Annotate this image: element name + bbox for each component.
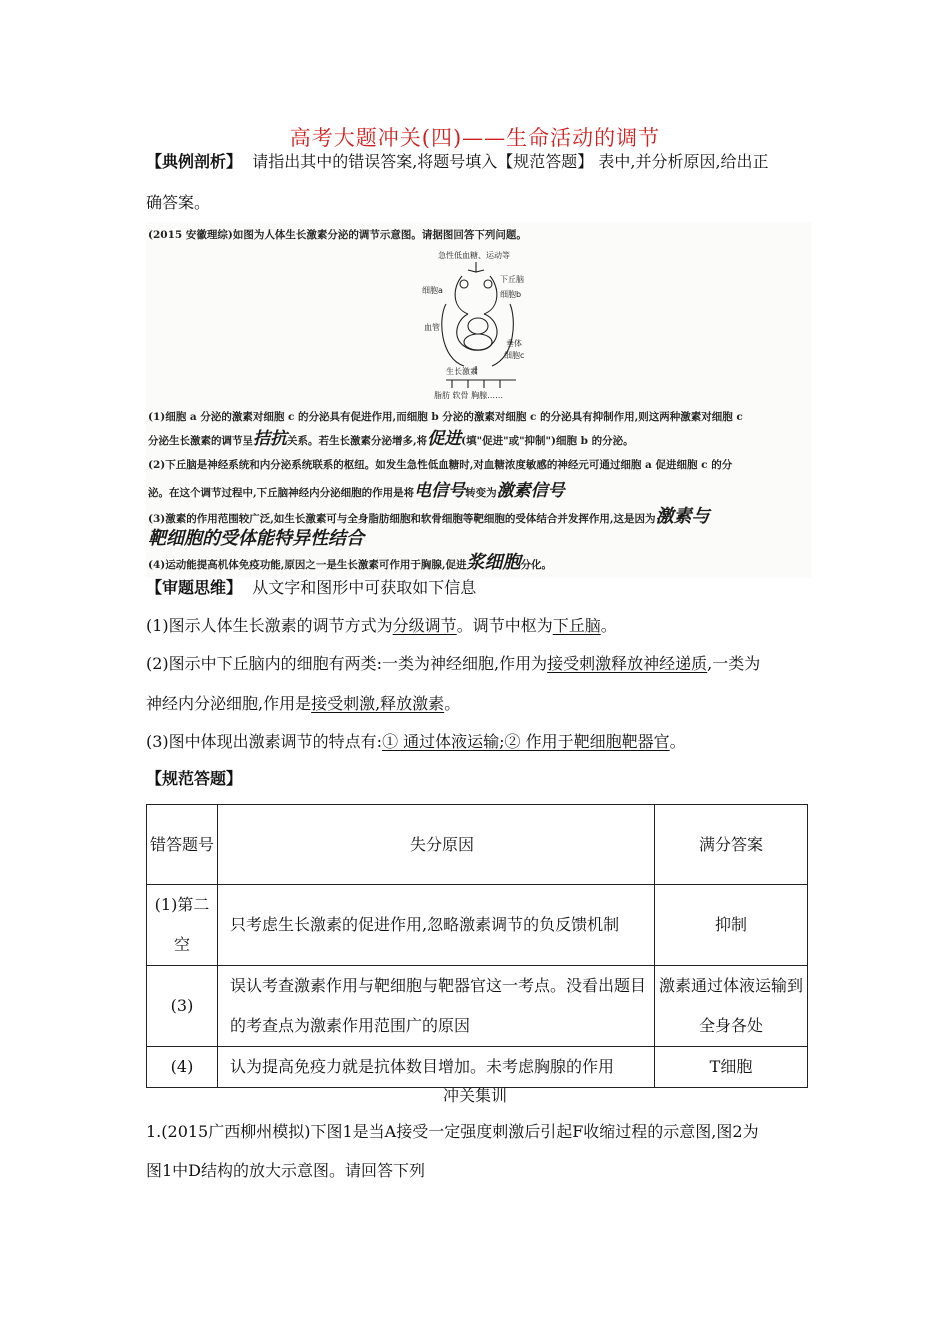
fig-top-label: 急性低血糖、运动等 [438, 251, 510, 260]
q2-line-b: 泌。在这个调节过程中,下丘脑神经内分泌细胞的作用是将电信号转变为激素信号 [148, 481, 565, 501]
fig-cell-c: 细胞c [504, 351, 525, 360]
scanned-question [146, 222, 812, 578]
table-row [147, 1047, 808, 1088]
question-1-line-1: 1.(2015广西柳州模拟)下图1是当A接受一定强度刺激后引起F收缩过程的示意图,图2为 [146, 1122, 759, 1141]
row-reason: 误认考查激素作用与靶细胞与靶器官这一考点。没看出题目的考查点为激素作用范围广的原因 [218, 966, 655, 1047]
row-num: (1)第二空 [147, 885, 218, 966]
hw-answer-hormone-signal: 激素信号 [496, 481, 565, 501]
fig-hypothalamus: 下丘脑 [500, 275, 524, 284]
q4-line: (4)运动能提高机体免疫功能,原因之一是生长激素可作用于胸腺,促进浆细胞分化。 [148, 552, 553, 573]
analysis-heading: 【审题思维】 从文字和图形中可获取如下信息 [146, 578, 477, 597]
row-reason: 认为提高免疫力就是抗体数目增加。未考虑胸腺的作用 [218, 1047, 655, 1088]
table-row [147, 966, 808, 1047]
hw-answer-plasma-cell: 浆细胞 [466, 552, 521, 573]
page-title: 高考大题冲关(四)——生命活动的调节 [289, 126, 661, 150]
fig-pituitary: 垂体 [506, 339, 522, 348]
fig-gh: 生长激素 [446, 367, 478, 376]
hw-answer-electric-signal: 电信号 [414, 481, 466, 501]
fig-cell-a: 细胞a [422, 286, 443, 295]
q1-line-b: 分泌生长激素的调节呈拮抗关系。若生长激素分泌增多,将促进(填"促进"或"抑制")细胞 b 的分泌。 [148, 429, 634, 449]
header-answer: 满分答案 [655, 805, 808, 885]
hw-answer-promote: 促进 [427, 429, 462, 449]
hw-answer-q3-part2: 靶细胞的受体能特异性结合 [148, 528, 364, 549]
fig-cell-b: 细胞b [500, 290, 522, 299]
table-row [147, 885, 808, 966]
table-header-row [147, 805, 808, 885]
analysis-point-2: (2)图示中下丘脑内的细胞有两类:一类为神经细胞,作用为接受刺激释放神经递质,一类为 [146, 654, 761, 673]
q1-line-a: (1)细胞 a 分泌的激素对细胞 c 的分泌具有促进作用,而细胞 b 分泌的激素对细胞 c 的分泌具有抑制作用,则这两种激素对细胞 c [148, 411, 743, 423]
fig-targets: 脂肪 软骨 胸腺…… [434, 391, 504, 400]
answer-table [146, 804, 808, 1088]
intro-text: 请指出其中的错误答案,将题号填入【规范答题】 表中,并分析原因,给出正 [252, 152, 769, 171]
q3-line-a: (3)激素的作用范围较广泛,如生长激素可与全身脂肪细胞和软骨细胞等靶细胞的受体结合并发挥作用,这是因为激素与 [148, 506, 710, 527]
row-reason: 只考虑生长激素的促进作用,忽略激素调节的负反馈机制 [218, 885, 655, 966]
scan-header: (2015 安徽理综)如图为人体生长激素分泌的调节示意图。请据图回答下列问题。 [148, 229, 527, 241]
training-title: 冲关集训 [442, 1086, 507, 1105]
row-answer: 抑制 [655, 885, 808, 966]
gh-regulation-diagram [416, 248, 556, 400]
fig-vessel: 血管 [424, 323, 440, 332]
row-num: (4) [147, 1047, 218, 1088]
analysis-point-1: (1)图示人体生长激素的调节方式为分级调节。调节中枢为下丘脑。 [146, 616, 617, 635]
analysis-point-3: (3)图中体现出激素调节的特点有:① 通过体液运输;② 作用于靶细胞靶器官。 [146, 732, 686, 751]
intro-tag: 【典例剖析】 [146, 152, 243, 171]
hw-answer-antagonism: 拮抗 [253, 429, 287, 449]
header-num: 错答题号 [147, 805, 218, 885]
row-answer: T细胞 [655, 1047, 808, 1088]
intro-line-1 [146, 150, 812, 174]
hw-answer-q3-part1: 激素与 [655, 506, 710, 527]
q3-line-b [148, 528, 364, 549]
q2-line-a: (2)下丘脑是神经系统和内分泌系统联系的枢纽。如发生急性低血糖时,对血糖浓度敏感的神经元可通过细胞 a 促进细胞 c 的分 [148, 459, 733, 471]
row-answer: 激素通过体液运输到全身各处 [655, 966, 808, 1047]
row-num: (3) [147, 966, 218, 1047]
intro-line-2: 确答案。 [146, 193, 211, 212]
analysis-point-2-cont: 神经内分泌细胞,作用是接受刺激,释放激素。 [146, 694, 461, 713]
answer-section-heading: 【规范答题】 [146, 769, 243, 788]
header-reason: 失分原因 [218, 805, 655, 885]
question-1-line-2: 图1中D结构的放大示意图。请回答下列 [146, 1161, 426, 1180]
